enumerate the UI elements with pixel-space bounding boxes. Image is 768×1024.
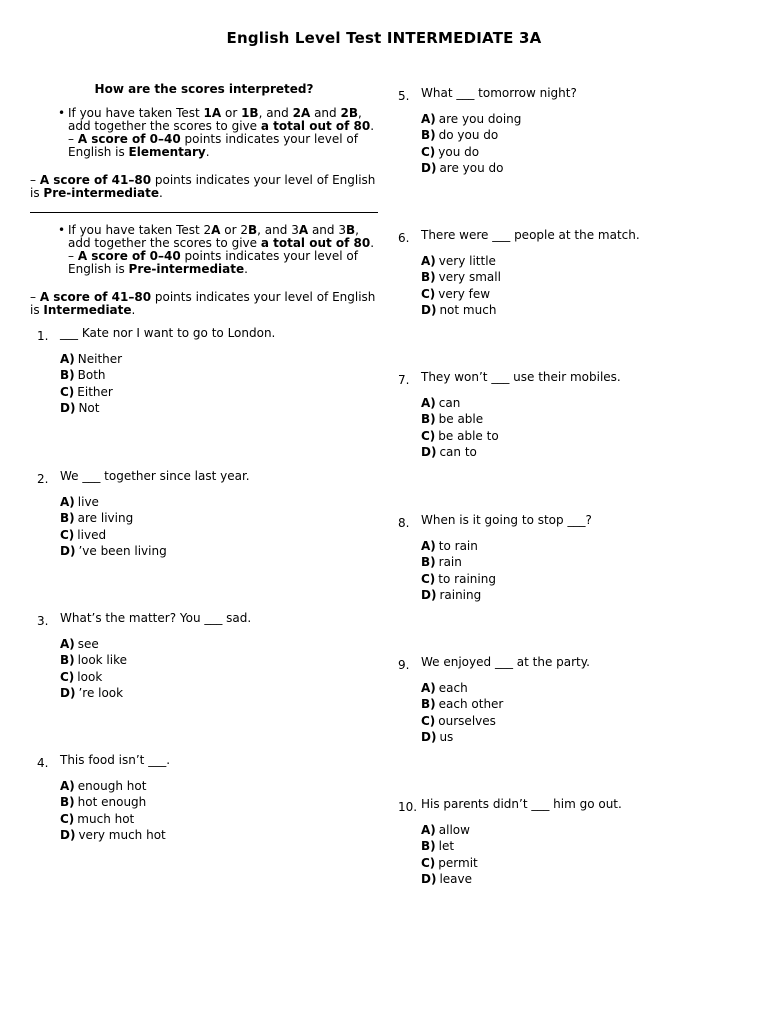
options-list (60, 351, 122, 417)
question-number: 8. (398, 516, 410, 530)
option-a[interactable]: A) allow (421, 823, 470, 837)
option-a[interactable]: A) enough hot (60, 779, 147, 793)
question-stem: What ___ tomorrow night? (421, 86, 577, 100)
question-number: 1. (37, 329, 49, 343)
question-stem: There were ___ people at the match. (421, 228, 640, 242)
option-a[interactable]: A) to rain (421, 539, 478, 553)
option-c[interactable]: C) you do (421, 144, 480, 159)
option-d[interactable]: D) can to (421, 445, 477, 460)
option-a[interactable]: A) very little (421, 254, 496, 268)
option-b[interactable]: B) be able (421, 412, 484, 427)
question-number: 6. (398, 231, 410, 245)
bullet-icon: • (58, 223, 66, 237)
option-c[interactable]: C) very few (421, 286, 491, 301)
option-a[interactable]: A) Neither (60, 352, 123, 366)
options-list (60, 778, 166, 844)
option-d[interactable]: D) leave (421, 872, 473, 887)
option-d[interactable]: D) not much (421, 303, 497, 318)
option-d[interactable]: D) are you do (421, 161, 504, 176)
option-c[interactable]: C) ourselves (421, 713, 496, 728)
question-number: 7. (398, 373, 410, 387)
question-number: 3. (37, 614, 49, 628)
option-d[interactable]: D) ’re look (60, 686, 124, 701)
question-stem: We ___ together since last year. (60, 469, 250, 483)
scoring-box (30, 83, 378, 329)
options-list (421, 253, 501, 319)
question-stem: They won’t ___ use their mobiles. (421, 370, 621, 384)
scoring-bullet-1: • If you have taken Test 1A or 1B, and 2A and 2B, add together the scores to give a total out of 80. – A score of 0–40 points indicates your level of English is Elementary. (58, 106, 375, 159)
option-a[interactable]: A) each (421, 681, 468, 695)
option-d[interactable]: D) raining (421, 588, 482, 603)
option-a[interactable]: A) see (60, 637, 99, 651)
option-c[interactable]: C) be able to (421, 428, 499, 443)
option-b[interactable]: B) hot enough (60, 795, 147, 810)
option-b[interactable]: B) are living (60, 511, 134, 526)
option-d[interactable]: D) ’ve been living (60, 544, 167, 559)
options-list (421, 395, 499, 461)
option-b[interactable]: B) rain (421, 555, 462, 570)
question-number: 10. (398, 800, 418, 814)
option-a[interactable]: A) are you doing (421, 112, 522, 126)
options-list (60, 636, 127, 702)
section-divider (30, 212, 378, 213)
question-number: 5. (398, 89, 410, 103)
question-stem: This food isn’t ___. (60, 753, 171, 767)
question-stem: What’s the matter? You ___ sad. (60, 611, 252, 625)
option-c[interactable]: C) Either (60, 384, 113, 399)
scoring-heading: How are the scores interpreted? (94, 82, 314, 96)
option-b[interactable]: B) let (421, 839, 455, 854)
option-b[interactable]: B) Both (60, 368, 106, 383)
option-b[interactable]: B) look like (60, 653, 127, 668)
option-b[interactable]: B) very small (421, 270, 501, 285)
question-stem: ___ Kate nor I want to go to London. (60, 326, 276, 340)
option-a[interactable]: A) can (421, 396, 461, 410)
bullet-icon: • (58, 106, 66, 120)
options-list (60, 494, 167, 560)
page-title: English Level Test INTERMEDIATE 3A (226, 29, 542, 47)
question-number: 2. (37, 472, 49, 486)
question-number: 9. (398, 658, 410, 672)
question-number: 4. (37, 756, 49, 770)
option-b[interactable]: B) do you do (421, 128, 499, 143)
question-stem: His parents didn’t ___ him go out. (421, 797, 622, 811)
options-list (421, 822, 478, 888)
question-stem: We enjoyed ___ at the party. (421, 655, 590, 669)
option-c[interactable]: C) much hot (60, 811, 135, 826)
scoring-note-2: – A score of 41–80 points indicates your level of English is Intermediate. (30, 290, 376, 317)
option-c[interactable]: C) lived (60, 527, 107, 542)
option-b[interactable]: B) each other (421, 697, 504, 712)
question-stem: When is it going to stop ___? (421, 513, 592, 527)
option-c[interactable]: C) permit (421, 855, 478, 870)
options-list (421, 111, 521, 177)
scoring-bullet-2: • If you have taken Test 2A or 2B, and 3A and 3B, add together the scores to give a total out of 80. – A score of 0–40 points indicates your level of English is Pre-intermediate. (58, 223, 375, 276)
scoring-note-1: – A score of 41–80 points indicates your level of English is Pre-intermediate. (30, 173, 376, 200)
option-c[interactable]: C) look (60, 669, 103, 684)
options-list (421, 680, 503, 746)
option-a[interactable]: A) live (60, 495, 99, 509)
option-d[interactable]: D) very much hot (60, 828, 166, 843)
option-d[interactable]: D) Not (60, 401, 100, 416)
option-c[interactable]: C) to raining (421, 571, 496, 586)
options-list (421, 538, 496, 604)
option-d[interactable]: D) us (421, 730, 454, 745)
